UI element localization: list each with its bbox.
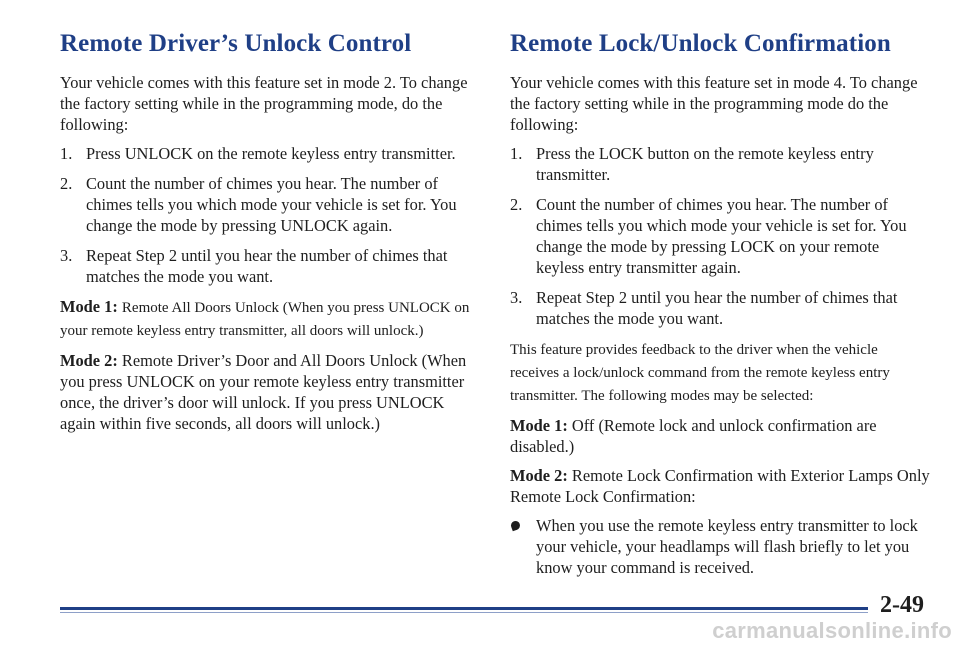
list-item xyxy=(60,143,472,164)
bullet-text: When you use the remote keyless entry transmitter to lock your vehicle, your headlamps will flash briefly to let you know your command is received. xyxy=(536,516,918,577)
footer-rule-thin xyxy=(60,612,868,613)
watermark: carmanualsonline.info xyxy=(712,618,952,643)
step-number: 1. xyxy=(510,144,523,163)
mode-label: Mode 1: xyxy=(60,297,118,316)
steps-list xyxy=(510,143,930,329)
section-heading-remote-lock-unlock-confirmation: Remote Lock/Unlock Confirmation xyxy=(510,30,891,57)
footer-rule xyxy=(60,607,868,610)
mode-label: Mode 2: xyxy=(510,466,568,485)
intro-paragraph: Your vehicle comes with this feature set in mode 2. To change the factory setting while in the programming mode, do the following: xyxy=(60,73,468,134)
steps-list xyxy=(60,143,472,287)
list-item xyxy=(510,194,930,278)
step-number: 2. xyxy=(510,195,523,214)
step-text: Repeat Step 2 until you hear the number of chimes that matches the mode you want. xyxy=(86,246,448,286)
right-column xyxy=(510,30,930,578)
list-item xyxy=(510,287,930,329)
mode-1-paragraph xyxy=(60,296,472,342)
list-item xyxy=(510,143,930,185)
step-number: 2. xyxy=(60,174,73,193)
feature-description xyxy=(510,338,930,407)
step-text: Count the number of chimes you hear. The number of chimes tells you which mode your vehicle is set for. You change the mode by pressing LOCK on your remote keyless entry transmitter again. xyxy=(536,195,907,277)
left-column xyxy=(60,30,472,442)
list-item xyxy=(60,173,472,236)
feature-text: This feature provides feedback to the driver when the vehicle receives a lock/unlock command from the remote keyless entry transmitter. The following modes may be selected: xyxy=(510,342,890,404)
step-number: 1. xyxy=(60,144,73,163)
mode-text: Remote Lock Confirmation with Exterior Lamps Only Remote Lock Confirmation: xyxy=(510,466,930,506)
mode-1-paragraph xyxy=(510,415,930,457)
page-number: 2-49 xyxy=(880,592,924,618)
mode-text: Remote Driver’s Door and All Doors Unlock (When you press UNLOCK on your remote keyless entry transmitter once, the driver’s door will unlock. If you press UNLOCK again within five seconds, all doors will unlock.) xyxy=(60,351,467,433)
step-number: 3. xyxy=(510,288,523,307)
intro-paragraph: Your vehicle comes with this feature set in mode 4. To change the factory setting while in the programming mode do the following: xyxy=(510,73,918,134)
mode-label: Mode 2: xyxy=(60,351,118,370)
mode-text: Remote All Doors Unlock (When you press UNLOCK on your remote keyless entry transmitter, all doors will unlock.) xyxy=(60,300,470,339)
mode-2-paragraph xyxy=(510,465,930,507)
bullet-item xyxy=(510,515,930,578)
mode-2-paragraph xyxy=(60,350,472,434)
step-text: Press the LOCK button on the remote keyless entry transmitter. xyxy=(536,144,874,184)
section-heading-remote-drivers-unlock: Remote Driver’s Unlock Control xyxy=(60,30,412,57)
mode-label: Mode 1: xyxy=(510,416,568,435)
step-text: Count the number of chimes you hear. The number of chimes tells you which mode your vehicle is set for. You change the mode by pressing UNLOCK again. xyxy=(86,174,457,235)
step-text: Repeat Step 2 until you hear the number of chimes that matches the mode you want. xyxy=(536,288,898,328)
mode-text: Off (Remote lock and unlock confirmation are disabled.) xyxy=(510,416,877,456)
step-number: 3. xyxy=(60,246,73,265)
list-item xyxy=(60,245,472,287)
bullet-icon xyxy=(510,520,522,532)
step-text: Press UNLOCK on the remote keyless entry transmitter. xyxy=(86,144,456,163)
